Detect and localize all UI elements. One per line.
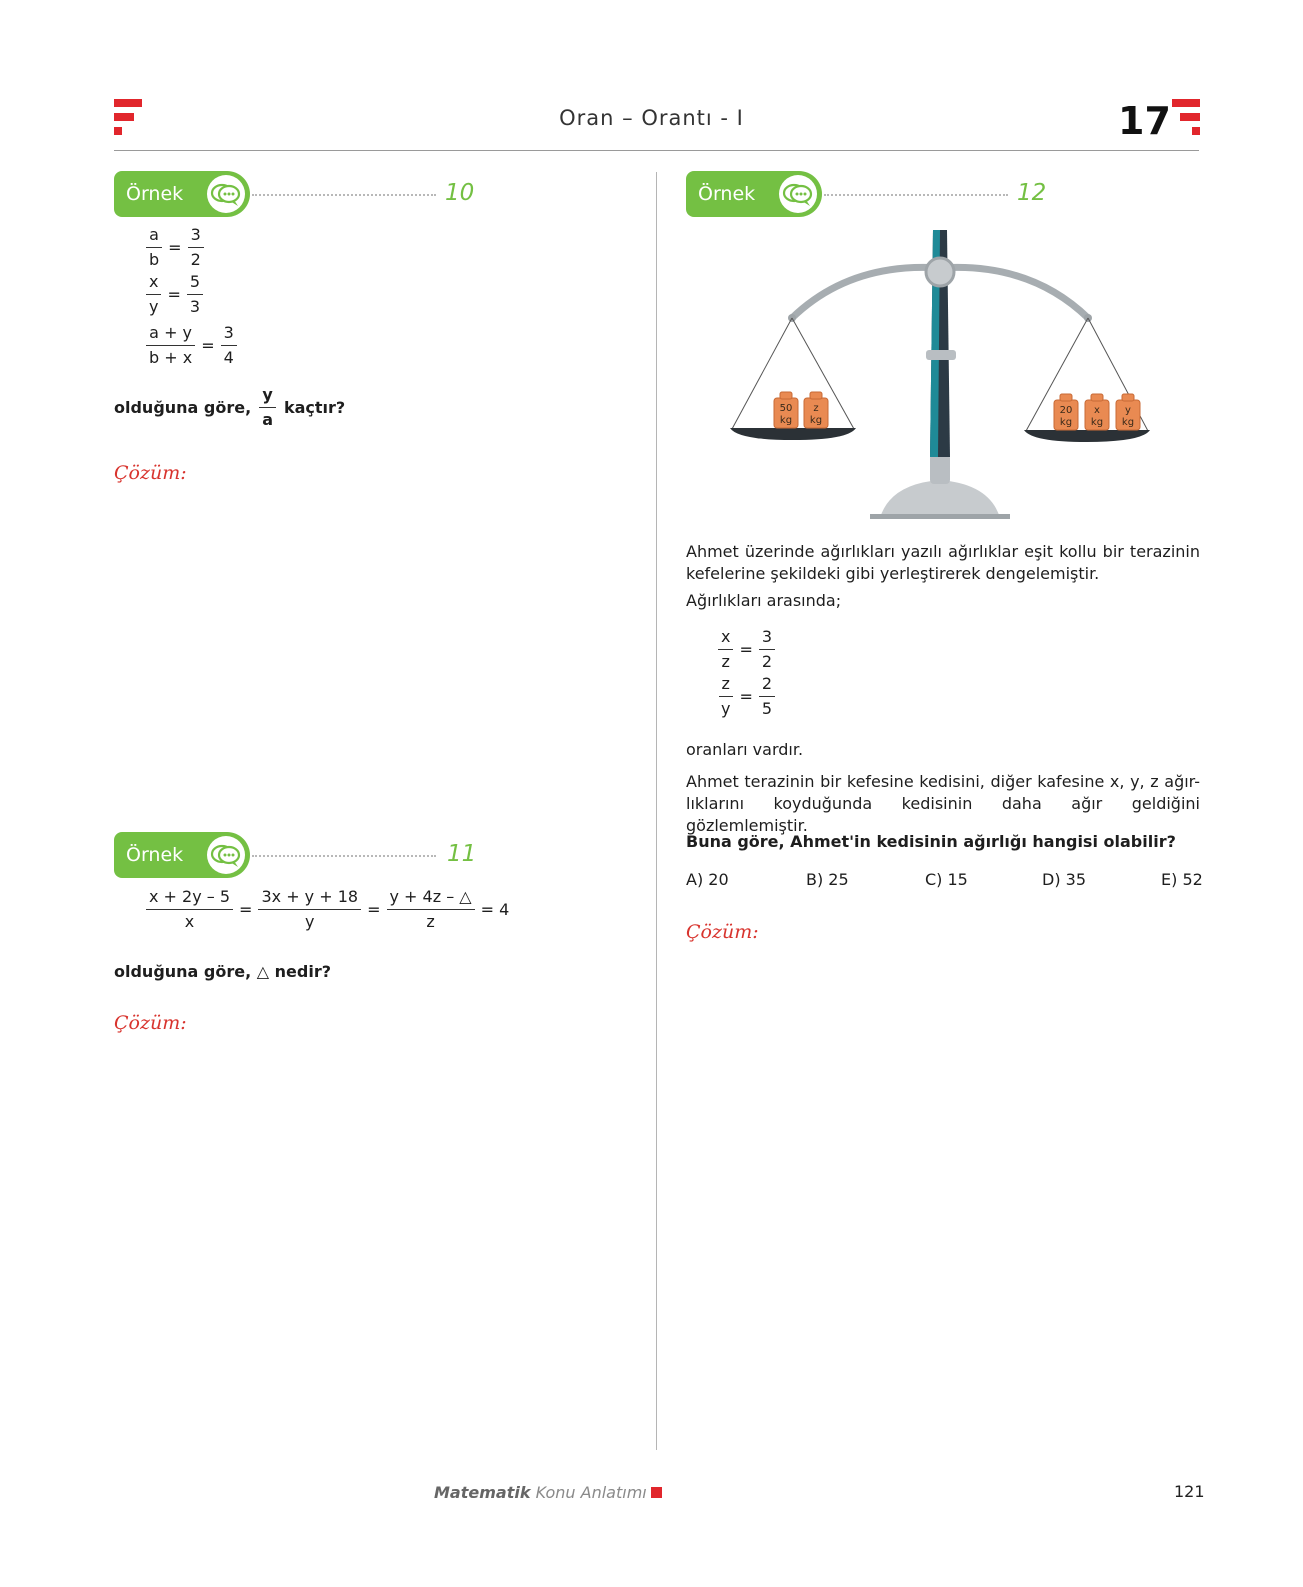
solution-label-10: Çözüm: xyxy=(114,462,187,484)
speech-bubbles-icon xyxy=(778,174,818,214)
question-10: olduğuna göre, y a kaçtır? xyxy=(114,385,346,429)
weight-right-3-top: y xyxy=(1125,405,1131,416)
weight-left-1-top: 50 xyxy=(779,403,793,414)
equation-11: $\frac{x + 2y - 5}{x}$ = $\frac{3x + y + 18}{y}$ = $\frac{y + 4z - \triangle}{z}$ = 4 xyxy=(144,887,513,932)
column-divider xyxy=(656,172,657,1450)
weight-left-1-unit: kg xyxy=(779,415,793,426)
ratio-x-z: $\frac{x}{z}$ = $\frac{3}{2}$ xyxy=(716,627,777,672)
example-badge-12 xyxy=(686,171,822,217)
ratio-x-y: $\frac{x}{y}$ = $\frac{5}{3}$ xyxy=(144,272,205,317)
footer-brand xyxy=(434,1483,647,1502)
choice-b: B) 25 xyxy=(806,870,849,889)
chapter-title: Oran – Orantı - I xyxy=(559,106,744,130)
choice-d: D) 35 xyxy=(1042,870,1087,889)
example-badge-11 xyxy=(114,832,250,878)
ratio-sum: $\frac{a + y}{b + x}$ = $\frac{3}{4}$ xyxy=(144,323,239,368)
example-number-12: 12 xyxy=(1017,180,1047,206)
choice-a: A) 20 xyxy=(686,870,729,889)
weight-right-2-top: x xyxy=(1094,405,1100,416)
badge-dotted-line xyxy=(252,194,436,196)
speech-bubbles-icon xyxy=(206,174,246,214)
weight-right-1-unit: kg xyxy=(1059,417,1073,428)
footer-square-icon xyxy=(651,1487,662,1498)
ex12-question: Buna göre, Ahmet'in kedisinin ağırlığı hangisi olabilir? xyxy=(686,832,1176,851)
example-badge-10 xyxy=(114,171,250,217)
ex12-paragraph-3: oranları vardır. xyxy=(686,740,804,759)
page-number: 121 xyxy=(1174,1482,1205,1501)
weight-right-2-unit: kg xyxy=(1090,417,1104,428)
choice-e: E) 52 xyxy=(1161,870,1203,889)
footer-brand-bold: Matematik xyxy=(434,1483,531,1502)
choice-c: C) 15 xyxy=(925,870,968,889)
ratio-a-b: $\frac{a}{b}$ = $\frac{3}{2}$ xyxy=(144,225,206,270)
weight-right-3-unit: kg xyxy=(1121,417,1135,428)
badge-label: Örnek xyxy=(126,183,184,205)
balance-scale-illustration xyxy=(730,222,1150,522)
ex12-paragraph-2: Ağırlıkları arasında; xyxy=(686,591,842,610)
speech-bubbles-icon xyxy=(206,835,246,875)
badge-dotted-line xyxy=(824,194,1008,196)
footer-brand-rest: Konu Anlatımı xyxy=(535,1483,647,1502)
weight-left-2-top: z xyxy=(813,403,819,414)
badge-dotted-line xyxy=(252,855,436,857)
unit-number: 17 xyxy=(1118,99,1171,143)
example-number-11: 11 xyxy=(447,841,477,867)
weight-right-1-top: 20 xyxy=(1059,405,1073,416)
header-divider xyxy=(114,150,1199,151)
question-11: olduğuna göre, △ nedir? xyxy=(114,962,331,981)
badge-label: Örnek xyxy=(698,183,756,205)
example-number-10: 10 xyxy=(445,180,475,206)
solution-label-12: Çözüm: xyxy=(686,921,759,943)
weight-left-2-unit: kg xyxy=(809,415,823,426)
ex12-paragraph-4: Ahmet terazinin bir kefesine kedisini, diğer kafesine x, y, z ağır-lıklarını koyduğunda kedisinin daha ağır geldiğini gözlemlemiştir. xyxy=(686,772,1200,835)
badge-label: Örnek xyxy=(126,844,184,866)
ratio-z-y: $\frac{z}{y}$ = $\frac{2}{5}$ xyxy=(716,674,777,719)
solution-label-11: Çözüm: xyxy=(114,1012,187,1034)
ex12-paragraph-1: Ahmet üzerinde ağırlıkları yazılı ağırlıklar eşit kollu bir terazinin kefelerine şekildeki gibi yerleştirerek dengelemiştir. xyxy=(686,542,1200,583)
